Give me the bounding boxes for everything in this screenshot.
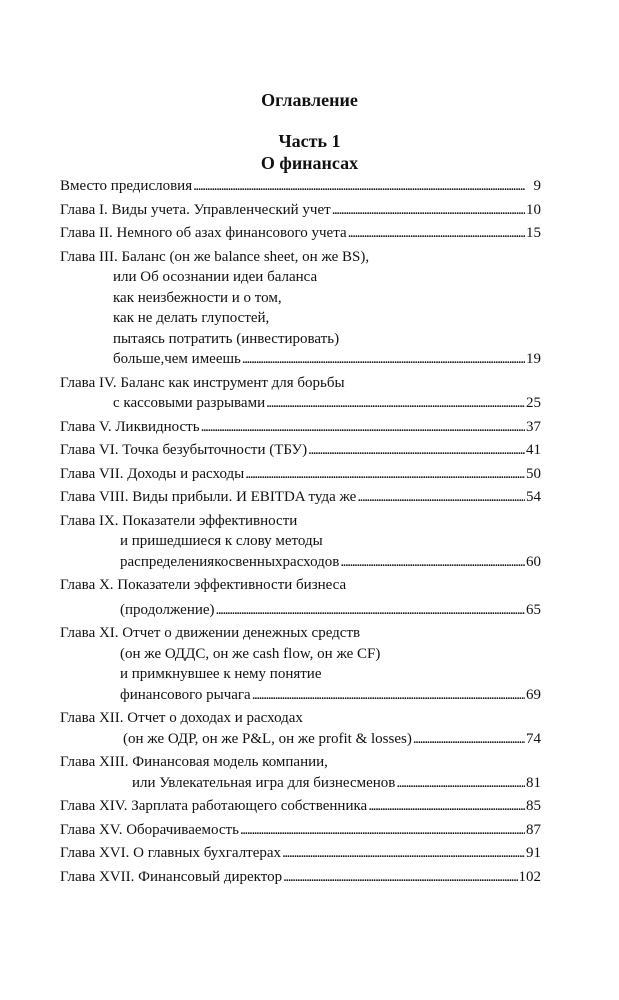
toc-entry — [60, 575, 541, 620]
toc-line — [60, 867, 541, 888]
toc-entry-label: (он же ОДР, он же P&L, он же profit & losses) — [123, 730, 412, 747]
toc-entry-label: Глава II. Немного об азах финансового учета — [60, 225, 347, 241]
toc-entry-label: (продолжение) — [120, 601, 215, 618]
toc-entry-label: Глава I. Виды учета. Управленческий учет — [60, 201, 331, 218]
toc-entry-label: Глава XIV. Зарплата работающего собственника — [60, 798, 368, 814]
toc-entry-line: Глава XI. Отчет о движении денежных средств — [60, 625, 361, 641]
toc-line — [60, 440, 541, 461]
toc-entry — [60, 200, 541, 221]
toc-entry — [60, 176, 541, 197]
toc-line — [60, 729, 541, 750]
toc-line — [60, 685, 541, 706]
dot-leader — [242, 349, 525, 370]
toc-entry — [60, 464, 541, 485]
toc-entry-label: Глава V. Ликвидность — [60, 418, 200, 435]
dot-leader — [266, 393, 525, 414]
toc-entry-line: и пришедшиеся к слову методы — [120, 533, 323, 549]
toc-entry-label: Глава XV. Оборачиваемость — [60, 821, 239, 838]
dot-leader — [245, 464, 525, 485]
toc-entry-page: 15 — [526, 225, 541, 241]
toc-entry-label: финансового рычага — [120, 686, 251, 703]
toc-entry-page: 91 — [526, 845, 541, 861]
toc-line — [60, 552, 541, 573]
toc-line — [60, 349, 541, 370]
toc-line — [60, 600, 541, 621]
dot-leader — [252, 685, 525, 706]
toc-entry-page: 10 — [526, 201, 541, 218]
toc-line — [60, 773, 541, 794]
toc-line — [60, 176, 541, 197]
toc-entry-line: Глава XIII. Финансовая модель компании, — [60, 754, 328, 770]
dot-leader — [193, 176, 532, 197]
toc-entry-page: 81 — [526, 774, 541, 791]
toc-entry — [60, 867, 541, 888]
toc-entry — [60, 708, 541, 749]
toc-entry-page: 25 — [526, 395, 541, 411]
toc-line — [60, 843, 541, 864]
toc-line — [60, 820, 541, 841]
toc-entry-line: как не делать глупостей, — [113, 310, 270, 326]
toc-entry-label: больше,чем имеешь — [113, 351, 241, 367]
dot-leader — [396, 773, 525, 794]
dot-leader — [368, 796, 525, 817]
toc-entry-line: Глава X. Показатели эффективности бизнеса — [60, 577, 347, 593]
part-subtitle: О финансах — [260, 153, 359, 173]
dot-leader — [216, 600, 525, 621]
toc-line — [60, 487, 541, 508]
toc-entry-page: 41 — [526, 442, 541, 458]
toc-entry-page: 102 — [518, 868, 541, 885]
toc-entry — [60, 623, 541, 705]
toc-entry — [60, 820, 541, 841]
dot-leader — [282, 843, 525, 864]
toc-entry-line: пытаясь потратить (инвестировать) — [113, 330, 340, 347]
toc-entry-label: Глава VIII. Виды прибыли. И EBITDA туда же — [60, 489, 357, 505]
toc-entry-line: как неизбежности и о том, — [113, 289, 282, 306]
dot-leader — [357, 487, 525, 508]
dot-leader — [308, 440, 525, 461]
toc-entry — [60, 223, 541, 244]
table-of-contents — [60, 176, 541, 887]
toc-entry-page: 85 — [526, 798, 541, 814]
part-title: Часть 1 — [278, 131, 341, 151]
toc-entry — [60, 417, 541, 438]
toc-entry-page: 60 — [526, 553, 541, 570]
toc-entry-label: Глава XVI. О главных бухгалтерах — [60, 845, 282, 861]
toc-entry-page: 65 — [526, 601, 541, 618]
toc-entry-page: 54 — [526, 489, 541, 505]
toc-entry-line: и примкнувшее к нему понятие — [120, 666, 322, 682]
dot-leader — [332, 200, 525, 221]
dot-leader — [413, 729, 525, 750]
dot-leader — [340, 552, 525, 573]
toc-entry-page: 19 — [526, 351, 541, 367]
toc-entry-label: Глава VI. Точка безубыточности (ТБУ) — [60, 442, 308, 458]
toc-entry-label: Глава XVII. Финансовый директор — [60, 868, 283, 885]
toc-entry-page: 9 — [533, 178, 541, 194]
toc-entry-page: 69 — [526, 686, 541, 703]
toc-line — [60, 796, 541, 817]
dot-leader — [283, 867, 517, 888]
toc-entry-label: или Увлекательная игра для бизнесменов — [132, 774, 396, 791]
toc-entry-line: Глава IV. Баланс как инструмент для борьбы — [60, 374, 345, 391]
toc-entry-line: Глава III. Баланс (он же balance sheet, он же BS), — [60, 248, 370, 265]
toc-entry — [60, 440, 541, 461]
toc-entry — [60, 487, 541, 508]
toc-entry-line: или Об осознании идеи баланса — [113, 269, 318, 285]
toc-entry-label: с кассовыми разрывами — [113, 395, 266, 411]
toc-line — [60, 223, 541, 244]
toc-entry-page: 37 — [526, 418, 541, 435]
toc-entry — [60, 843, 541, 864]
toc-entry-page: 74 — [526, 730, 541, 747]
toc-entry-label: Глава VII. Доходы и расходы — [60, 465, 245, 482]
toc-entry — [60, 373, 541, 414]
dot-leader — [201, 417, 525, 438]
toc-entry — [60, 796, 541, 817]
toc-entry — [60, 511, 541, 573]
toc-line — [60, 393, 541, 414]
dot-leader — [348, 223, 525, 244]
toc-line — [60, 200, 541, 221]
page-title: Оглавление — [261, 90, 358, 110]
toc-entry-page: 87 — [526, 821, 541, 838]
toc-entry-line: Глава IX. Показатели эффективности — [60, 512, 298, 529]
dot-leader — [240, 820, 525, 841]
toc-entry-label: Вместо предисловия — [60, 178, 193, 194]
toc-entry-line: Глава XII. Отчет о доходах и расходах — [60, 710, 303, 726]
toc-entry-page: 50 — [526, 465, 541, 482]
toc-line — [60, 417, 541, 438]
toc-entry-line: (он же ОДДС, он же cash flow, он же CF) — [120, 645, 381, 662]
toc-entry — [60, 247, 541, 370]
toc-line — [60, 464, 541, 485]
toc-entry-label: распределениякосвенныхрасходов — [120, 553, 340, 570]
toc-entry — [60, 752, 541, 793]
